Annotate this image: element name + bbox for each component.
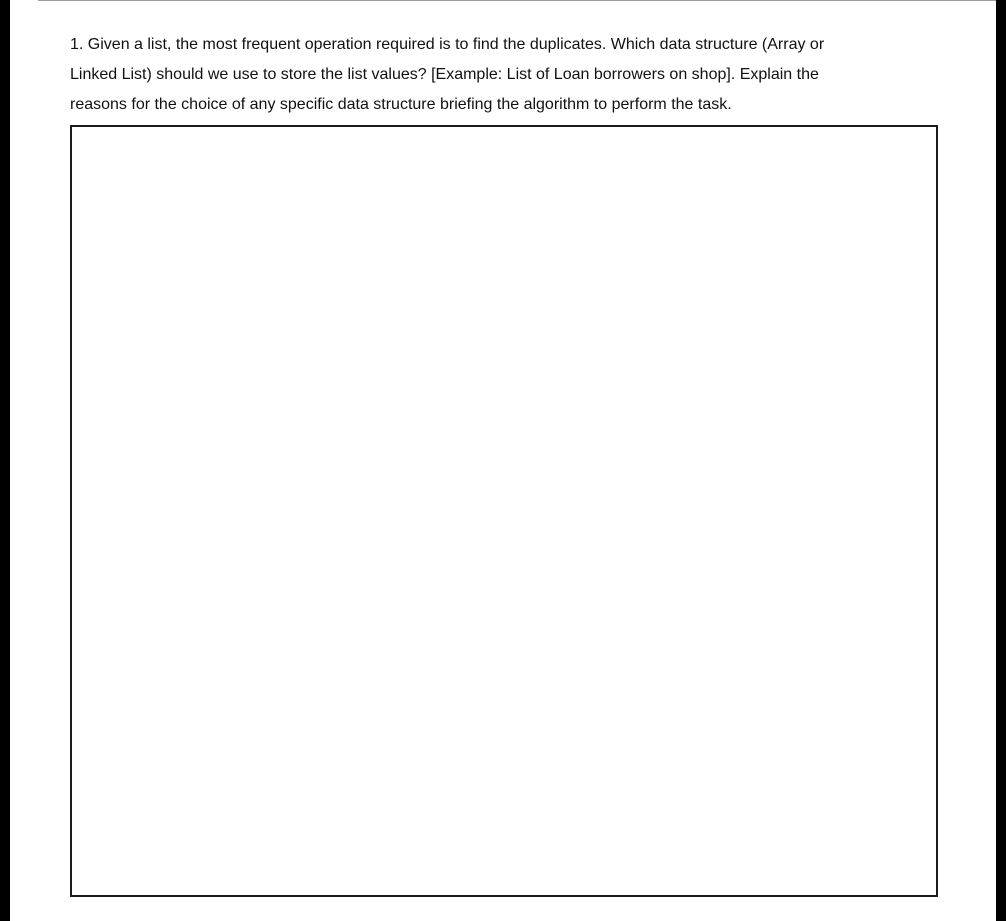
question-line-1: 1. Given a list, the most frequent operation required is to find the duplicates. Which data structure (Array or [70,36,825,53]
question-line-2: Linked List) should we use to store the list values? [Example: List of Loan borrowers on shop]. Explain the [70,66,819,83]
question-text [70,30,950,120]
answer-box[interactable] [70,125,938,897]
top-divider [38,0,996,1]
question-line-3: reasons for the choice of any specific data structure briefing the algorithm to perform the task. [70,96,732,113]
document-page [10,0,996,921]
